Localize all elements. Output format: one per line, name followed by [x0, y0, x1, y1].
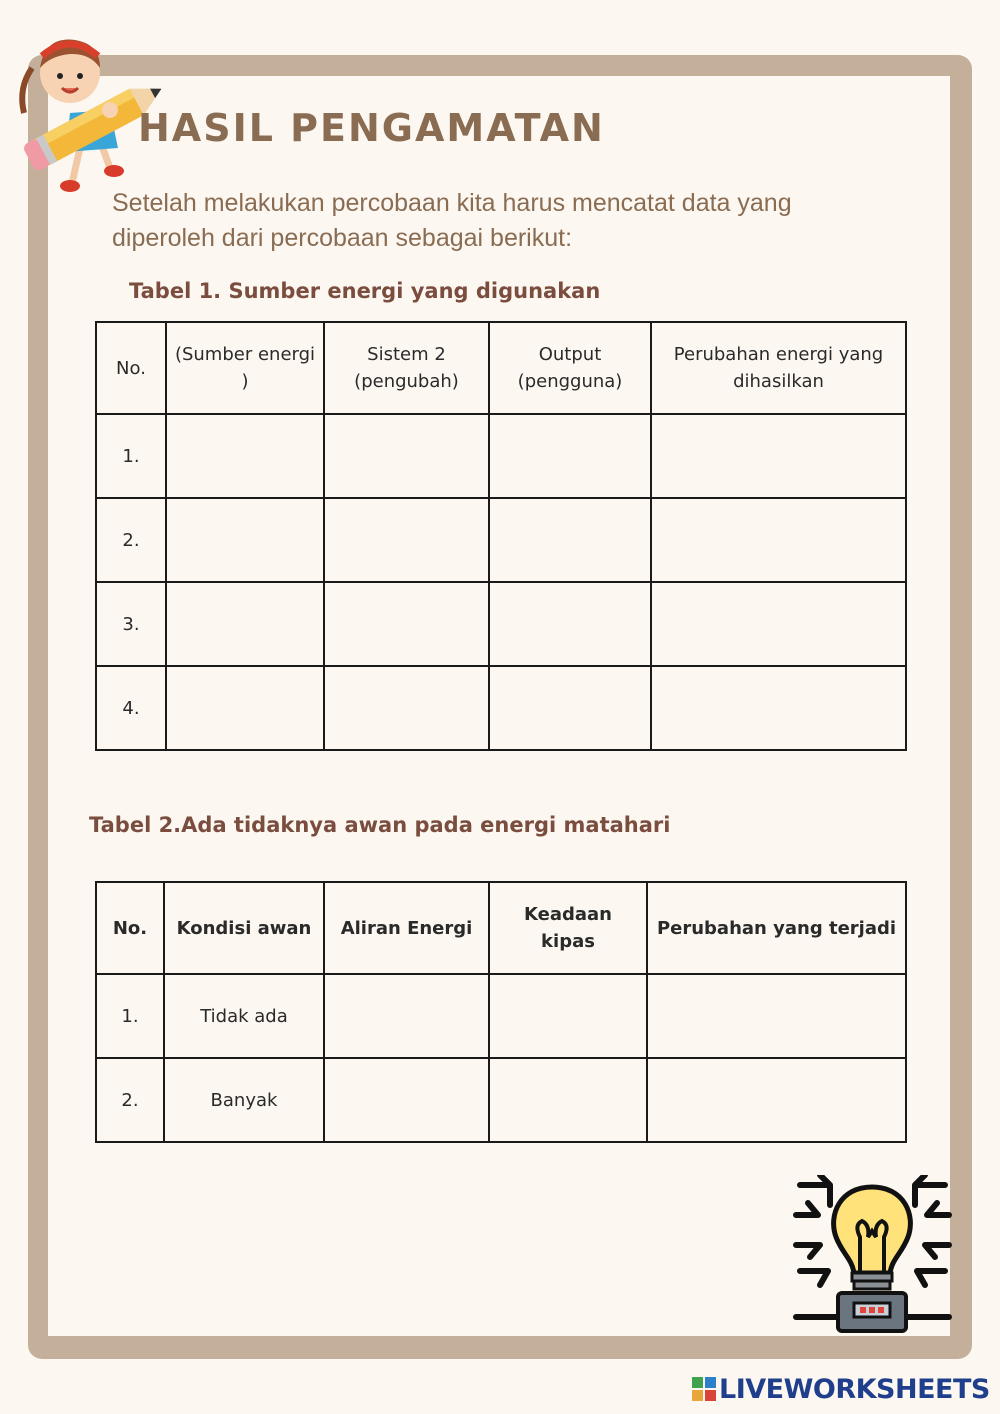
table1-caption: Tabel 1. Sumber energi yang digunakan	[129, 279, 601, 303]
answer-cell[interactable]	[166, 582, 324, 666]
table-header-row	[96, 882, 906, 974]
cloud-condition-table	[95, 881, 907, 1143]
table-row	[96, 974, 906, 1058]
row-number: 2.	[96, 1058, 164, 1142]
answer-cell[interactable]	[647, 974, 906, 1058]
answer-cell[interactable]	[489, 666, 651, 750]
answer-cell[interactable]	[651, 582, 906, 666]
row-number: 1.	[96, 974, 164, 1058]
table2-caption: Tabel 2.Ada tidaknya awan pada energi matahari	[89, 813, 671, 837]
header-cell: Aliran Energi	[324, 882, 489, 974]
answer-cell[interactable]	[651, 498, 906, 582]
header-cell: (Sumber energi )	[166, 322, 324, 414]
energy-source-table	[95, 321, 907, 751]
table-header-row	[96, 322, 906, 414]
table-row	[96, 1058, 906, 1142]
answer-cell[interactable]	[166, 414, 324, 498]
answer-cell[interactable]	[166, 666, 324, 750]
table-row	[96, 666, 906, 750]
row-number: 1.	[96, 414, 166, 498]
answer-cell[interactable]	[166, 498, 324, 582]
light-bulb-icon	[790, 1175, 955, 1335]
answer-cell[interactable]	[324, 414, 489, 498]
brand-logo	[692, 1372, 990, 1406]
header-cell: Kondisi awan	[164, 882, 324, 974]
table-row	[96, 498, 906, 582]
answer-cell[interactable]	[651, 666, 906, 750]
cloud-condition-cell: Banyak	[164, 1058, 324, 1142]
answer-cell[interactable]	[324, 974, 489, 1058]
answer-cell[interactable]	[489, 582, 651, 666]
answer-cell[interactable]	[489, 974, 647, 1058]
table-row	[96, 414, 906, 498]
table-row	[96, 582, 906, 666]
answer-cell[interactable]	[489, 414, 651, 498]
answer-cell[interactable]	[489, 498, 651, 582]
answer-cell[interactable]	[489, 1058, 647, 1142]
header-cell: Perubahan yang terjadi	[647, 882, 906, 974]
header-cell: Sistem 2 (pengubah)	[324, 322, 489, 414]
answer-cell[interactable]	[324, 666, 489, 750]
header-cell: No.	[96, 882, 164, 974]
answer-cell[interactable]	[324, 1058, 489, 1142]
liveworksheets-logo-icon	[692, 1377, 716, 1401]
intro-text: Setelah melakukan percobaan kita harus mencatat data yang diperoleh dari percobaan sebagai berikut:	[112, 189, 792, 252]
cloud-condition-cell: Tidak ada	[164, 974, 324, 1058]
row-number: 2.	[96, 498, 166, 582]
answer-cell[interactable]	[324, 582, 489, 666]
answer-cell[interactable]	[651, 414, 906, 498]
row-number: 4.	[96, 666, 166, 750]
answer-cell[interactable]	[647, 1058, 906, 1142]
header-cell: Keadaan kipas	[489, 882, 647, 974]
header-cell: No.	[96, 322, 166, 414]
header-cell: Perubahan energi yang dihasilkan	[651, 322, 906, 414]
answer-cell[interactable]	[324, 498, 489, 582]
page-title: HASIL PENGAMATAN	[138, 106, 605, 150]
header-cell: Output (pengguna)	[489, 322, 651, 414]
brand-text: LIVEWORKSHEETS	[719, 1373, 990, 1405]
row-number: 3.	[96, 582, 166, 666]
